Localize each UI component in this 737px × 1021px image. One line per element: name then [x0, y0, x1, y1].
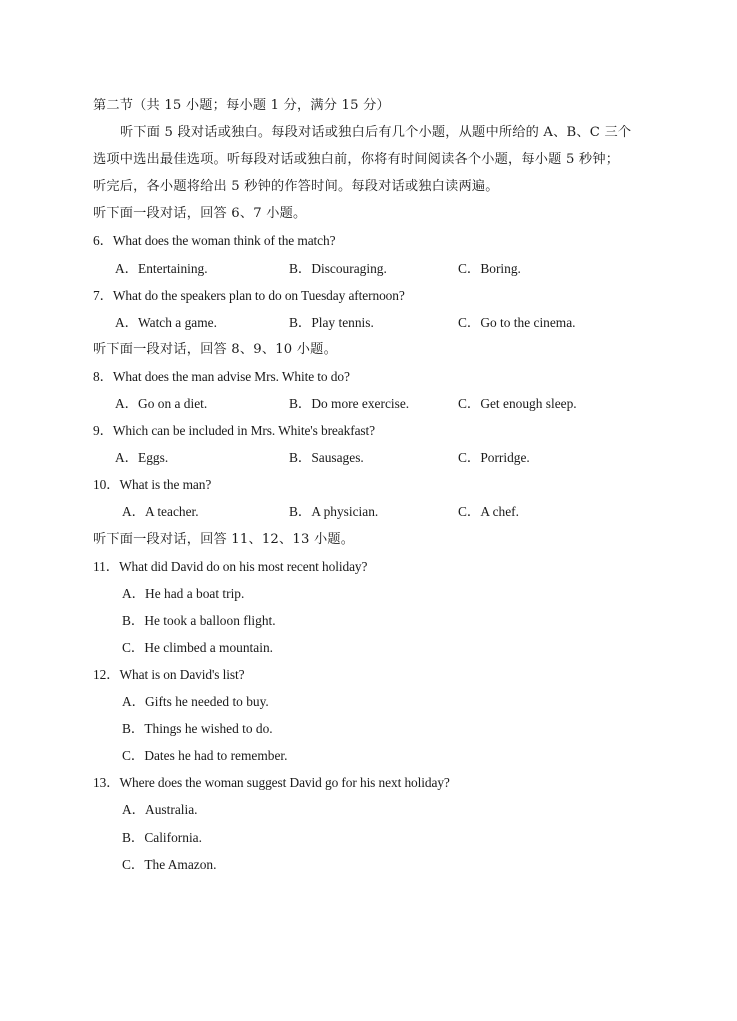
- question-8-options: [93, 390, 653, 417]
- question-13-stem: 13．Where does the woman suggest David go for his next holiday?: [93, 775, 450, 791]
- question-7-options: [93, 309, 653, 336]
- question-8-option-c: C．Get enough sleep.: [458, 396, 577, 412]
- question-8-option-b: B．Do more exercise.: [289, 396, 410, 412]
- question-9-stem: 9．Which can be included in Mrs. White's breakfast?: [93, 423, 375, 439]
- question-13-option-c: C．The Amazon.: [122, 856, 217, 872]
- question-7-stem: 7．What do the speakers plan to do on Tuesday afternoon?: [93, 287, 405, 303]
- question-13-option-b: B．California.: [122, 829, 202, 845]
- question-11-option-c: C．He climbed a mountain.: [122, 639, 273, 655]
- question-10-option-b: B．A physician.: [289, 504, 379, 520]
- instructions-line-3: 听完后，各小题将给出 5 秒钟的作答时间。每段对话或独白读两遍。: [93, 179, 499, 195]
- question-9-option-a: A．Eggs.: [115, 450, 169, 466]
- section-header: 第二节（共 15 小题；每小题 1 分，满分 15 分）: [93, 98, 390, 113]
- question-10-stem: 10．What is the man?: [93, 477, 212, 493]
- question-9-options: [93, 444, 653, 471]
- question-10-option-a: A．A teacher.: [122, 504, 199, 520]
- group-intro-11-13: 听下面一段对话，回答 11、12、13 小题。: [93, 531, 355, 547]
- question-9-option-c: C．Porridge.: [458, 450, 530, 466]
- question-11-option-a: A．He had a boat trip.: [122, 585, 245, 601]
- group-intro-6-7: 听下面一段对话，回答 6、7 小题。: [93, 206, 307, 222]
- exam-page: [93, 92, 653, 878]
- question-6-option-b: B．Discouraging.: [289, 260, 387, 276]
- question-8-option-a: A．Go on a diet.: [115, 396, 208, 412]
- question-6-options: [93, 255, 653, 282]
- group-intro-8-10: 听下面一段对话，回答 8、9、10 小题。: [93, 341, 337, 357]
- question-8-stem: 8．What does the man advise Mrs. White to do?: [93, 368, 350, 384]
- question-7-option-c: C．Go to the cinema.: [458, 314, 576, 330]
- question-11-option-b: B．He took a balloon flight.: [122, 612, 276, 628]
- question-6-stem: 6．What does the woman think of the match?: [93, 233, 336, 249]
- question-12-option-c: C．Dates he had to remember.: [122, 748, 288, 764]
- question-9-option-b: B．Sausages.: [289, 450, 364, 466]
- question-10-option-c: C．A chef.: [458, 504, 519, 520]
- question-12-option-a: A．Gifts he needed to buy.: [122, 694, 269, 710]
- question-11-stem: 11．What did David do on his most recent holiday?: [93, 558, 368, 574]
- question-10-options: [93, 498, 653, 525]
- instructions-line-2: 选项中选出最佳选项。听每段对话或独白前，你将有时间阅读各个小题，每小题 5 秒钟；: [93, 152, 620, 168]
- question-12-option-b: B．Things he wished to do.: [122, 721, 273, 737]
- question-7-option-b: B．Play tennis.: [289, 314, 374, 330]
- question-13-option-a: A．Australia.: [122, 802, 198, 818]
- question-6-option-c: C．Boring.: [458, 260, 521, 276]
- question-12-stem: 12．What is on David's list?: [93, 666, 245, 682]
- question-7-option-a: A．Watch a game.: [115, 314, 217, 330]
- instructions-line-1: 听下面 5 段对话或独白。每段对话或独白后有几个小题，从题中所给的 A、B、C 三个: [120, 125, 632, 141]
- question-6-option-a: A．Entertaining.: [115, 260, 208, 276]
